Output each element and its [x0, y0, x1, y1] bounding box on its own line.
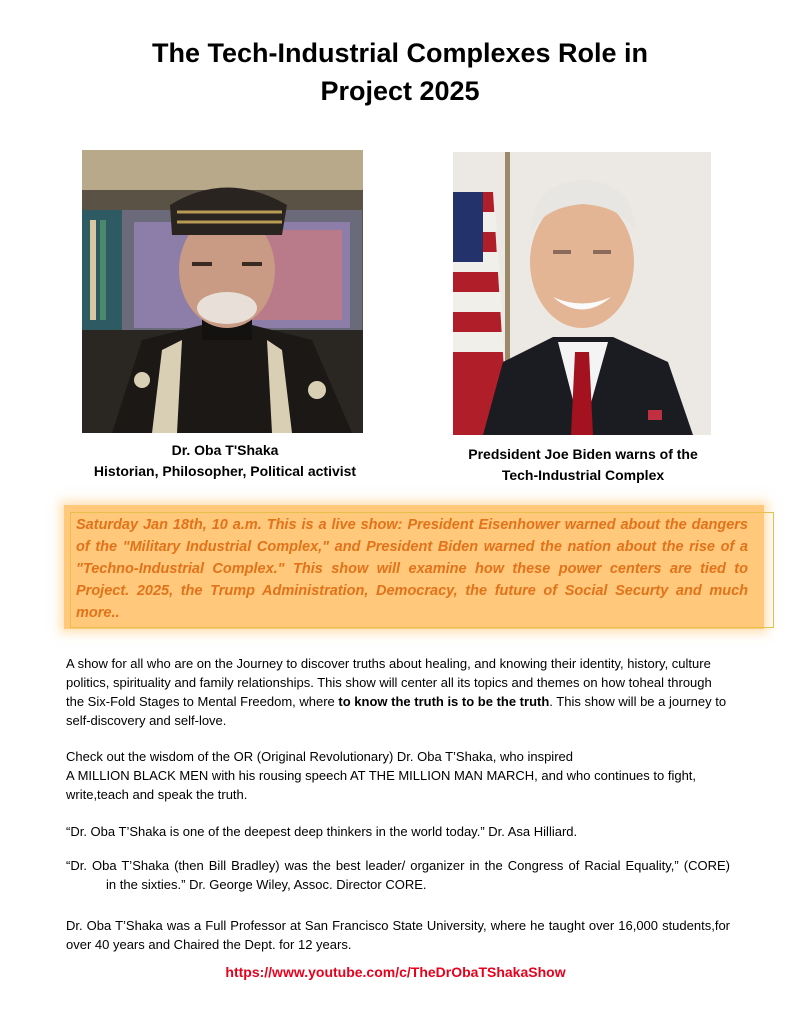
show-announcement: Saturday Jan 18th, 10 a.m. This is a live show: President Eisenhower warned about the dangers of the "Military Industrial Complex," and President Biden warned the nation about the rise of a "Techno-Industrial Complex." This show will examine how these power centers are tied to Project. 2025, the Trump Administration, Democracy, the future of Social Securty and much more..: [76, 517, 748, 621]
paragraph-wisdom: [66, 747, 730, 804]
portrait-joe-biden-image: [453, 152, 711, 435]
p4-text-a: “Dr. Oba T’Shaka (then Bill Bradley) was the best leader/ organizer in the Congress of Racial Equality,” (CORE): [66, 858, 730, 873]
p4-text-b: in the sixties.” Dr. George Wiley, Assoc. Director CORE.: [106, 877, 427, 892]
quote-george-wiley: [66, 856, 730, 894]
p1-bold-text: to know the truth is to be the truth: [338, 694, 550, 709]
paragraph-show-description: [66, 654, 730, 730]
caption-oba-tshaka: [70, 440, 380, 482]
page-title: [60, 34, 740, 110]
quote-asa-hilliard: “Dr. Oba T’Shaka is one of the deepest deep thinkers in the world today.” Dr. Asa Hilliard.: [66, 824, 578, 839]
caption-name: Dr. Oba T'Shaka: [171, 442, 279, 458]
photo-oba-tshaka: [82, 150, 363, 433]
caption-role: Historian, Philosopher, Political activist: [93, 463, 357, 479]
p1-text-a: A show for all who are on the Journey to discover truths about healing, and knowing their identity, history, culture politics, spirituality and family relationships. This show will center all its topics and themes on how toheal through the Six-Fold Stages to Mental Freedom, where: [66, 656, 712, 709]
caption-line-1: Predsident Joe Biden warns of the: [468, 446, 698, 462]
caption-joe-biden: [438, 444, 728, 486]
paragraph-professor: Dr. Oba T’Shaka was a Full Professor at San Francisco State University, where he taught over 16,000 students,for over 40 years and Chaired the Dept. for 12 years.: [66, 918, 730, 952]
title-line-2: Project 2025: [320, 76, 480, 106]
p2-line-1: Check out the wisdom of the OR (Original Revolutionary) Dr. Oba T’Shaka, who inspired: [66, 749, 573, 764]
portrait-oba-tshaka-image: [82, 150, 363, 433]
youtube-link[interactable]: https://www.youtube.com/c/TheDrObaTShakaShow: [225, 964, 566, 980]
photo-joe-biden: [453, 152, 711, 435]
caption-line-2: Tech-Industrial Complex: [501, 467, 665, 483]
p1-text-b: . This show will be a journey to self-discovery and self-love.: [66, 694, 727, 728]
title-line-1: The Tech-Industrial Complexes Role in: [151, 38, 649, 68]
p2-line-2: A MILLION BLACK MEN with his rousing speech AT THE MILLION MAN MARCH, and who continues to fight, write,teach and speak the truth.: [66, 768, 697, 802]
